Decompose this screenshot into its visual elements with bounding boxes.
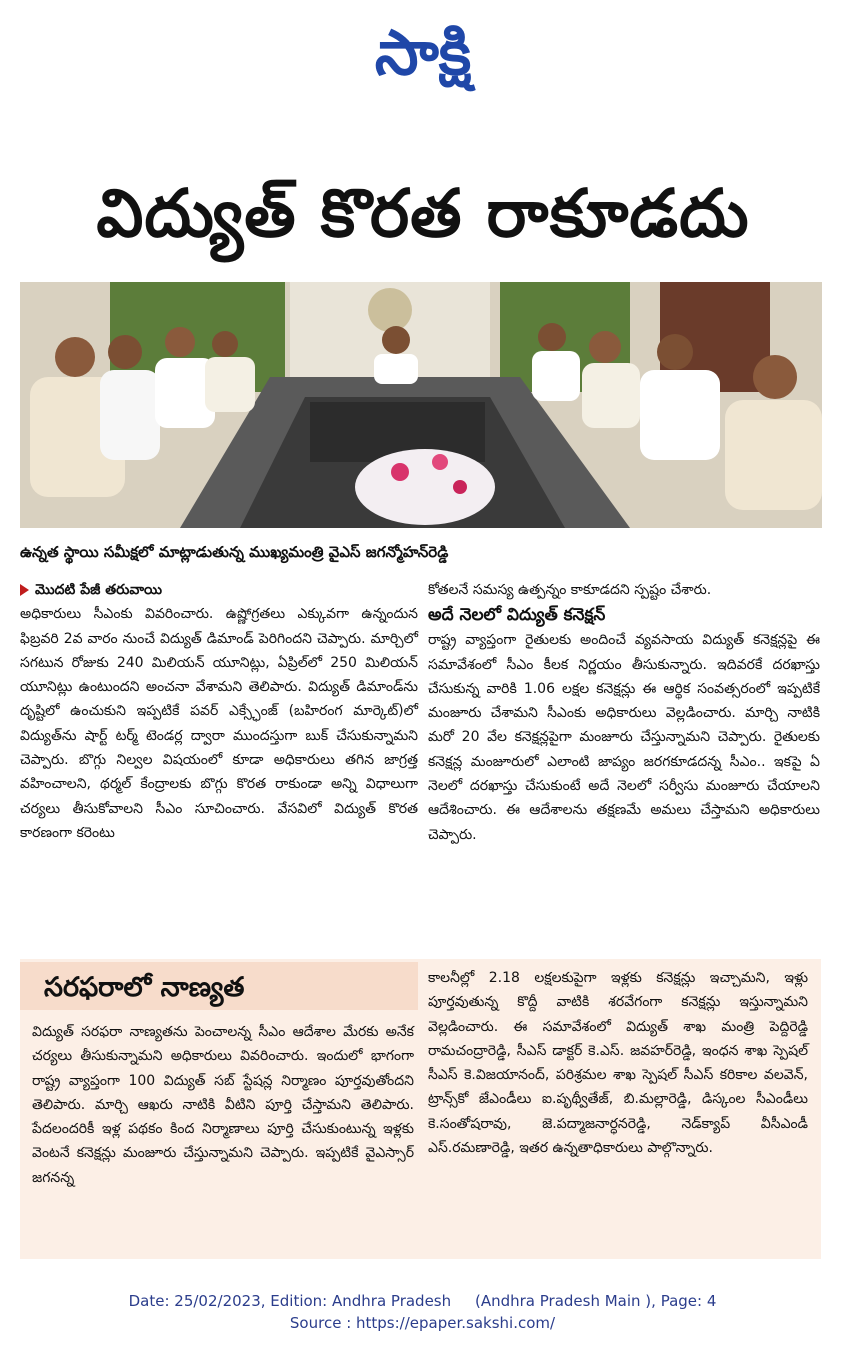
footer-source-link[interactable]: Source : https://epaper.sakshi.com/ (289, 1314, 556, 1332)
meeting-photo (20, 282, 822, 528)
continued-text: మొదటి పేజీ తరువాయి (35, 582, 162, 598)
box-right-column (428, 966, 808, 1160)
continued-label (20, 578, 418, 602)
left-column (20, 578, 418, 845)
headline: విద్యుత్ కొరత రాకూడదు (96, 175, 750, 252)
footer-date-line: Date: 25/02/2023, Edition: Andhra Pradesh (Andhra Pradesh Main ), Page: 4 (128, 1292, 717, 1310)
footer (0, 1290, 845, 1334)
right-column-text: రాష్ట్ర వ్యాప్తంగా రైతులకు అందించే వ్యవసాయ విద్యుత్ కనెక్షన్లపై ఈ సమావేశంలో సీఎం కీలక నిర్ణయం తీసుకున్నారు. ఇదివరకే దరఖాస్తు చేసుకున్న వారికి 1.06 లక్షల కనెక్షన్లు ఈ ఆర్థిక సంవత్సరంలో ఇప్పటికే మంజూరు చేశామని సీఎంకు అధికారులు వెల్లడించారు. మార్చి నాటికి మరో 20 వేల కనెక్షన్లపైగా మంజూరు చేస్తున్నామని చెప్పారు. రైతులకు కనెక్షన్ల మంజూరులో ఎలాంటి జాప్యం జరగకూడదన్న సీఎం.. ఇకపై ఏ నెలలో దరఖాస్తు చేసుకుంటే అదే నెలలో సర్వీసు మంజూరు చేయాలని ఆదేశించారు. ఈ ఆదేశాలను తక్షణమే అమలు చేస్తామని అధికారులు చెప్పారు. (428, 632, 820, 843)
right-lead-text: కోతలనే సమస్య ఉత్పన్నం కాకూడదని స్పష్టం చేశారు. (428, 582, 712, 598)
masthead (0, 12, 845, 92)
left-column-text: అధికారులు సీఎంకు వివరించారు. ఉష్ణోగ్రతలు ఎక్కువగా ఉన్నందున ఫిబ్రవరి 2వ వారం నుంచే విద్యుత్ డిమాండ్ పెరిగిందని చెప్పారు. మార్చిలో సగటున రోజుకు 240 మిలియన్ యూనిట్లు, ఏప్రిల్‌లో 250 మిలియన్ యూనిట్లు ఉంటుందని అంచనా వేశామని తెలిపారు. విద్యుత్ డిమాండ్‌ను దృష్టిలో ఉంచుకుని ఇప్పటికే పవర్ ఎక్స్ఛేంజ్ (బహిరంగ మార్కెట్)లో విద్యుత్‌ను షార్ట్ టర్మ్ టెండర్ల ద్వారా ముందస్తుగా బుక్ చేసుకున్నామని చెప్పారు. బొగ్గు నిల్వల విషయంలో కూడా అధికారులు తగిన జాగ్రత్త వహించాలని, థర్మల్ కేంద్రాలకు బొగ్గు కొరత రాకుండా అన్ని విధాలుగా చర్యలు తీసుకోవాలని సీఎం సూచించారు. వేసవిలో విద్యుత్ కొరత కారణంగా కరెంటు (20, 606, 418, 841)
photo-caption: ఉన్నత స్థాయి సమీక్షలో మాట్లాడుతున్న ముఖ్యమంత్రి వైఎస్ జగన్మోహన్‌రెడ్డి (20, 543, 449, 561)
box-right-text: కాలనీల్లో 2.18 లక్షలకుపైగా ఇళ్లకు కనెక్షన్లు ఇచ్చామని, ఇళ్లు పూర్తవుతున్న కొద్దీ వాటికి శరవేగంగా కనెక్షన్లు ఇస్తున్నామని వెల్లడించారు. ఈ సమావేశంలో విద్యుత్ శాఖ మంత్రి పెద్దిరెడ్డి రామచంద్రారెడ్డి, సీఎస్ డాక్టర్ కె.ఎస్. జవహర్‌రెడ్డి, ఇంధన శాఖ స్పెషల్ సీఎస్ కె.విజయానంద్, పరిశ్రమల శాఖ స్పెషల్ సీఎస్ కరికాల వలవెన్, ట్రాన్స్‌కో జేఎండీలు ఐ.పృథ్వీతేజ్, బి.మల్లారెడ్డి, డిస్కంల సీఎండీలు కె.సంతోషరావు, జె.పద్మాజనార్ధనరెడ్డి, నెడ్‌క్యాప్ వీసీఎండీ ఎస్.రమణారెడ్డి, ఇతర ఉన్నతాధికారులు పాల్గొన్నారు. (428, 970, 808, 1157)
right-subheading: అదే నెలలో విద్యుత్ కనెక్షన్ (428, 605, 606, 626)
box-left-column (32, 1020, 414, 1190)
box-left-text: విద్యుత్ సరఫరా నాణ్యతను పెంచాలన్న సీఎం ఆదేశాల మేరకు అనేక చర్యలు తీసుకున్నామని అధికారులు వివరించారు. ఇందులో భాగంగా రాష్ట్ర వ్యాప్తంగా 100 విద్యుత్ సబ్ స్టేషన్ల నిర్మాణం పూర్తవుతోందని తెలిపారు. మార్చి ఆఖరు నాటికి వీటిని పూర్తి చేస్తామని తెలిపారు. పేదలందరికీ ఇళ్ల పథకం కింద నిర్మాణాలు పూర్తి చేసుకుంటున్న ఇళ్లకు వెంటనే కనెక్షన్లు మంజూరు చేస్తున్నామని చెప్పారు. ఇప్పటికే వైఎస్సార్ జగనన్న (32, 1024, 414, 1186)
box-heading-band (20, 962, 418, 1010)
box-heading: సరఫరాలో నాణ్యత (44, 972, 245, 1003)
play-triangle-icon (20, 584, 29, 596)
right-column (428, 578, 820, 847)
logo-text: సాక్షి (374, 16, 471, 89)
sakshi-logo[interactable] (313, 12, 533, 92)
